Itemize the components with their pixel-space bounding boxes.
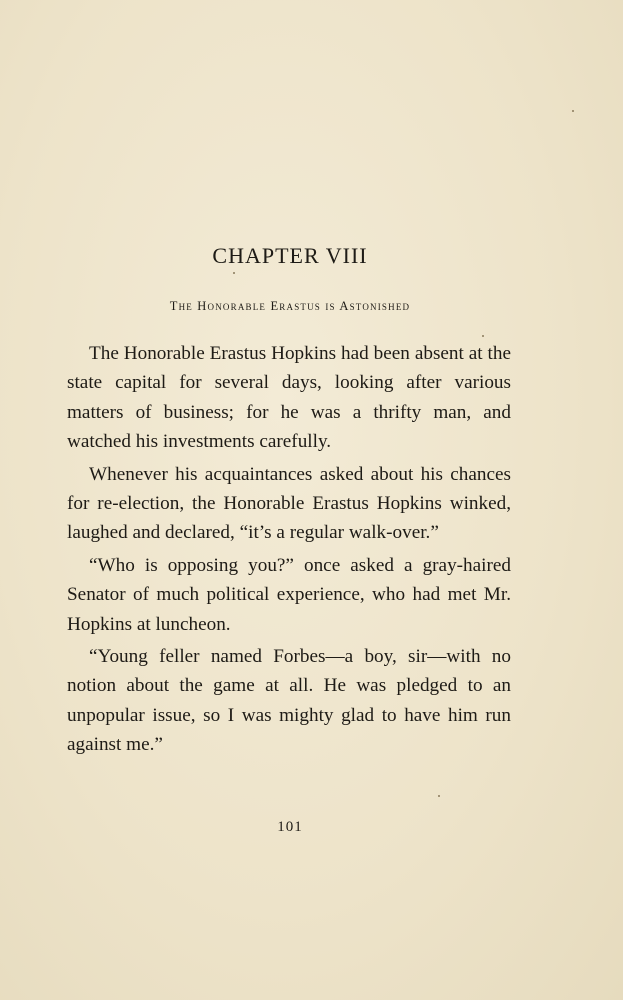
chapter-body <box>67 339 511 763</box>
paragraph: Whenever his acquaintances asked about his chances for re-election, the Honorable Erastus Hopkins winked, laughed and declared, “it’s a regular walk-over.” <box>67 463 511 544</box>
paper-speck <box>572 110 574 112</box>
page-number: 101 <box>277 819 303 835</box>
chapter-title: CHAPTER VIII <box>212 243 368 268</box>
paragraph: The Honorable Erastus Hopkins had been absent at the state capital for several days, looking after various matters of business; for he was a thrifty man, and watched his investments carefully. <box>67 343 511 453</box>
paragraph: “Young feller named Forbes—a boy, sir—with no notion about the game at all. He was pledged to an unpopular issue, so I was mighty glad to have him run against me.” <box>67 646 511 756</box>
paragraph: “Who is opposing you?” once asked a gray-haired Senator of much political experience, who had met Mr. Hopkins at luncheon. <box>67 554 511 635</box>
paper-speck <box>482 335 484 337</box>
paper-speck <box>438 795 440 797</box>
paper-speck <box>233 272 235 274</box>
chapter-subtitle: The Honorable Erastus is Astonished <box>169 299 411 313</box>
